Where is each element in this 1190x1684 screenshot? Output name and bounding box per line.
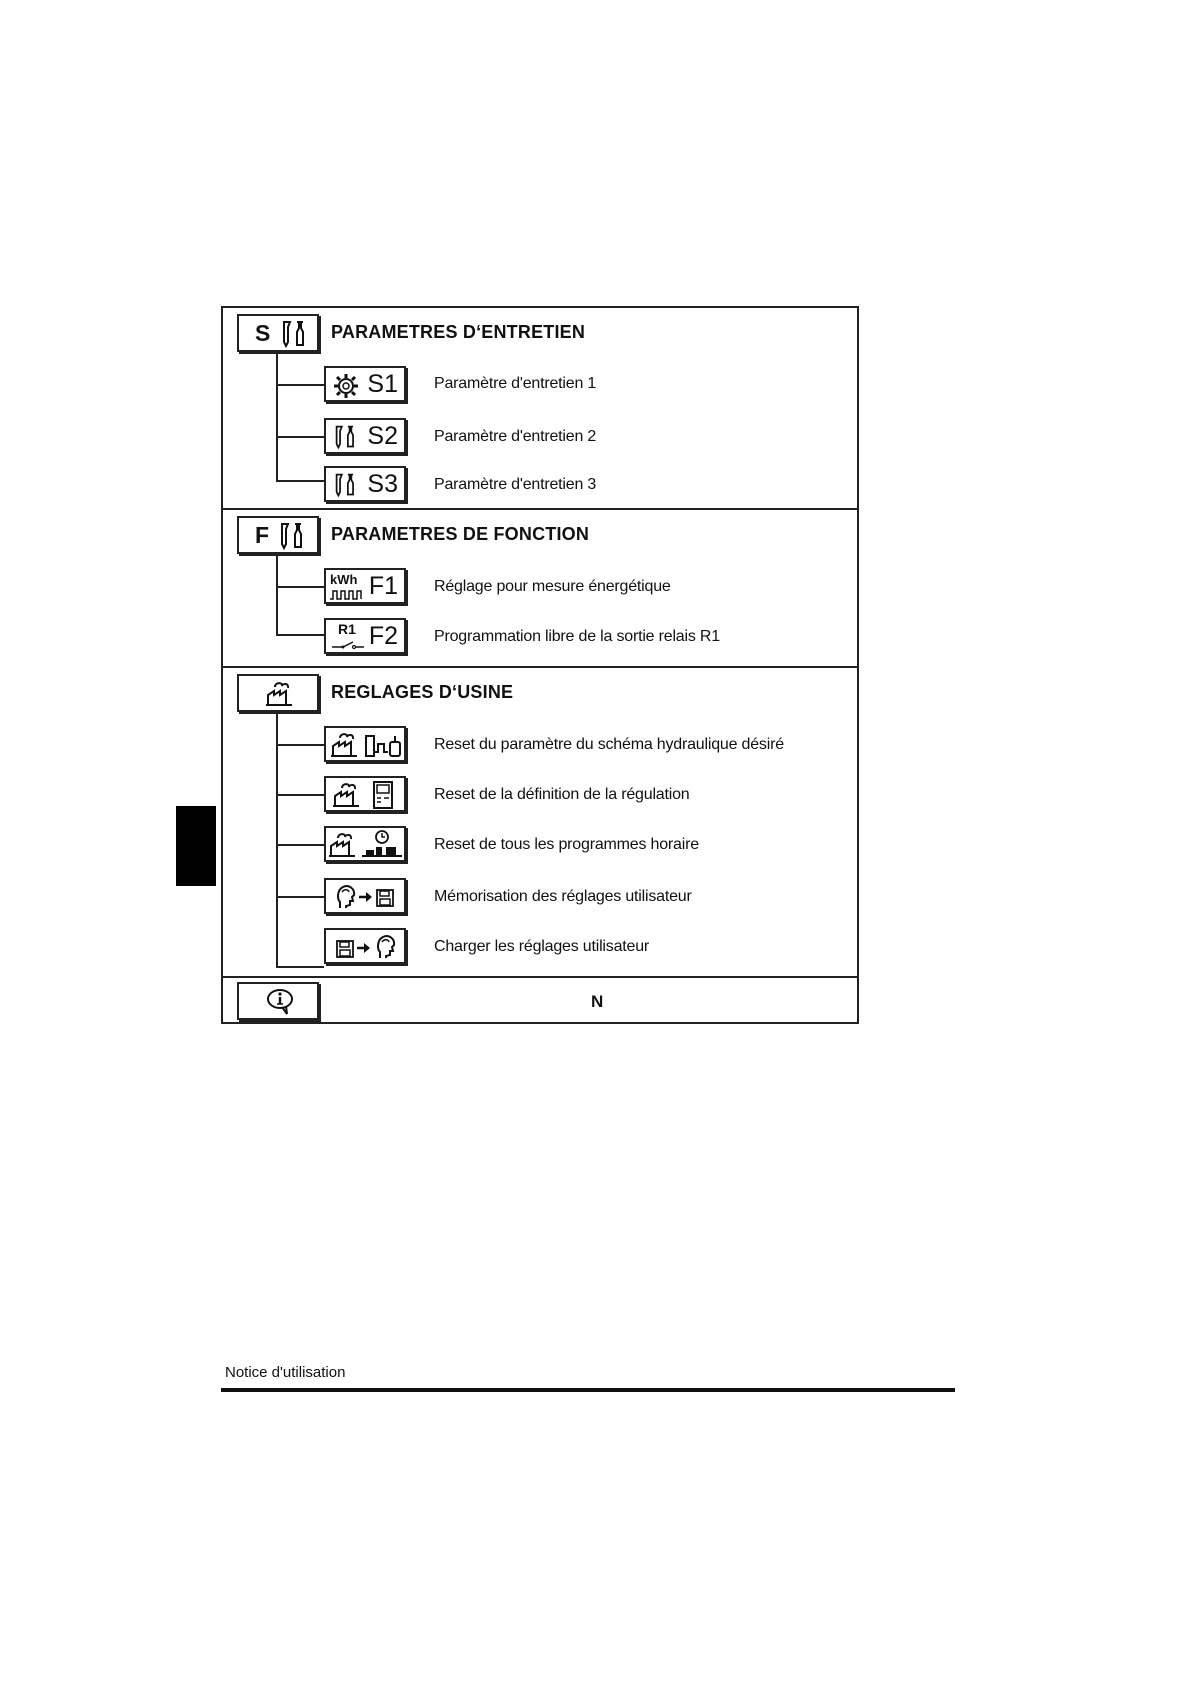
info-bubble-icon — [265, 987, 295, 1017]
r1-icon-text: R1 — [338, 621, 356, 637]
floppy-disk-icon — [336, 940, 354, 958]
s2-button[interactable] — [324, 418, 406, 454]
hydraulic-scheme-icon — [364, 732, 404, 758]
f1-label: Réglage pour mesure énergétique — [434, 578, 671, 595]
tools-icon — [334, 423, 360, 451]
floppy-disk-icon — [376, 889, 394, 907]
reset-timers-label: Reset de tous les programmes horaire — [434, 836, 699, 853]
s1-label: Paramètre d'entretien 1 — [434, 375, 597, 392]
gear-icon — [332, 372, 360, 400]
s3-label: Paramètre d'entretien 3 — [434, 476, 597, 493]
s2-code: S2 — [367, 422, 398, 450]
f1-code: F1 — [368, 572, 398, 600]
reset-hydraulic-label: Reset du paramètre du schéma hydraulique désiré — [434, 736, 784, 753]
kwh-icon-text: kWh — [330, 572, 358, 587]
factory-icon — [330, 730, 358, 758]
load-user-settings-button[interactable] — [324, 928, 406, 964]
factory-title: REGLAGES D‘USINE — [331, 682, 514, 702]
s3-code: S3 — [367, 470, 398, 498]
s1-button[interactable] — [324, 366, 406, 402]
user-head-icon — [336, 884, 356, 910]
s2-label: Paramètre d'entretien 2 — [434, 428, 597, 445]
s3-button[interactable] — [324, 466, 406, 502]
clock-program-icon — [362, 829, 402, 859]
footer-rule — [221, 1388, 955, 1392]
reset-hydraulic-button[interactable] — [324, 726, 406, 762]
s1-code: S1 — [367, 370, 398, 398]
tools-icon — [279, 522, 309, 550]
function-params-box[interactable] — [237, 516, 319, 554]
menu-panel — [221, 306, 859, 1024]
reset-regulation-label: Reset de la définition de la régulation — [434, 786, 690, 803]
reset-timers-button[interactable] — [324, 826, 406, 862]
service-title: PARAMETRES D‘ENTRETIEN — [331, 322, 586, 342]
arrow-right-icon — [357, 942, 371, 954]
factory-icon — [332, 780, 360, 808]
load-user-settings-label: Charger les réglages utilisateur — [434, 938, 650, 955]
function-letter: F — [255, 522, 270, 548]
f2-button[interactable] — [324, 618, 406, 654]
footer-text: Notice d'utilisation — [225, 1364, 346, 1381]
tools-icon — [334, 471, 360, 499]
save-user-settings-label: Mémorisation des réglages utilisateur — [434, 888, 692, 905]
pulse-icon — [330, 590, 362, 600]
f2-label: Programmation libre de la sortie relais R1 — [434, 628, 720, 645]
arrow-right-icon — [359, 891, 373, 903]
save-user-settings-button[interactable] — [324, 878, 406, 914]
info-box[interactable] — [237, 982, 319, 1020]
f2-code: F2 — [368, 622, 398, 650]
controller-icon — [372, 781, 394, 809]
tools-icon — [281, 320, 311, 348]
relay-icon — [332, 640, 364, 650]
factory-icon — [265, 679, 293, 707]
service-params-box[interactable] — [237, 314, 319, 352]
service-letter: S — [255, 320, 271, 346]
function-title: PARAMETRES DE FONCTION — [331, 524, 590, 544]
factory-settings-box[interactable] — [237, 674, 319, 712]
info-title: N — [591, 992, 604, 1011]
reset-regulation-button[interactable] — [324, 776, 406, 812]
f1-button[interactable] — [324, 568, 406, 604]
user-head-icon — [376, 934, 396, 960]
factory-icon — [328, 830, 356, 858]
chapter-tab — [176, 806, 216, 886]
